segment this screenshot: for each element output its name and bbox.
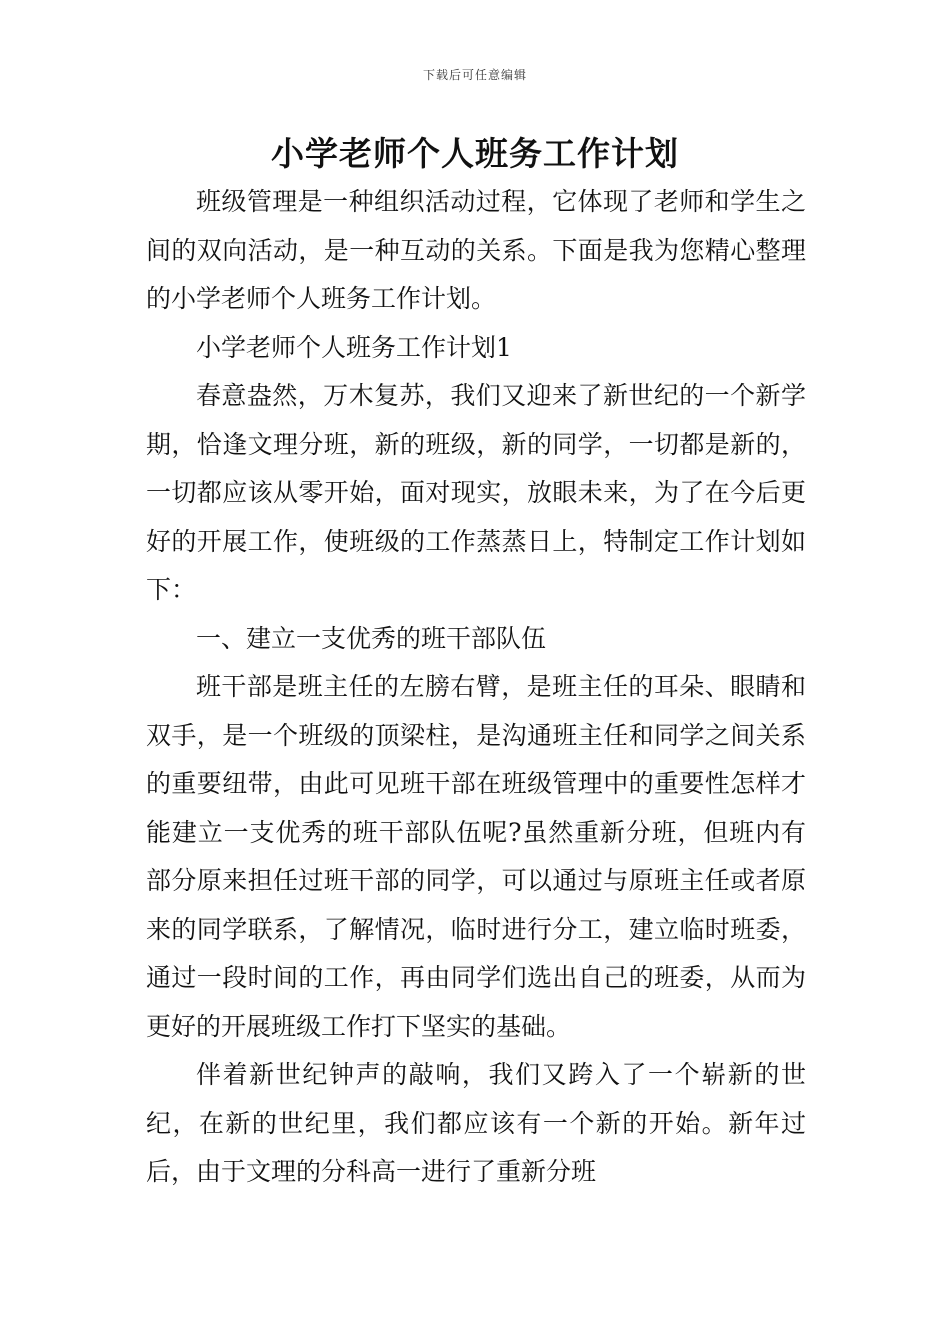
section-heading-plan-1: 小学老师个人班务工作计划1 [196,332,512,362]
paragraph-new-century: 伴着新世纪钟声的敲响，我们又跨入了一个崭新的世纪，在新的世纪里，我们都应该有一个新的开始。新年过后，由于文理的分科高一进行了重新分班 [146,1060,806,1186]
paragraph-cadre: 班干部是班主任的左膀右臂，是班主任的耳朵、眼睛和双手，是一个班级的顶梁柱，是沟通班主任和同学之间关系的重要纽带，由此可见班干部在班级管理中的重要性怎样才能建立一支优秀的班干部队伍呢?虽然重新分班，但班内有部分原来担任过班干部的同学，可以通过与原班主任或者原来的同学联系，了解情况，临时进行分工，建立临时班委，通过一段时间的工作，再由同学们选出自己的班委，从而为更好的开展班级工作打下坚实的基础。 [146,672,806,1041]
document-title: 小学老师个人班务工作计划 [271,134,679,173]
section-heading-cadre: 一、建立一支优秀的班干部队伍 [196,623,547,653]
header-note: 下载后可任意编辑 [422,68,527,82]
paragraph-intro: 班级管理是一种组织活动过程，它体现了老师和学生之间的双向活动，是一种互动的关系。下面是我为您精心整理的小学老师个人班务工作计划。 [146,187,806,313]
document-body [146,178,806,1197]
paragraph-spring: 春意盎然，万木复苏，我们又迎来了新世纪的一个新学期，恰逢文理分班，新的班级，新的同学，一切都是新的，一切都应该从零开始，面对现实，放眼未来，为了在今后更好的开展工作，使班级的工作蒸蒸日上，特制定工作计划如下： [146,381,806,604]
